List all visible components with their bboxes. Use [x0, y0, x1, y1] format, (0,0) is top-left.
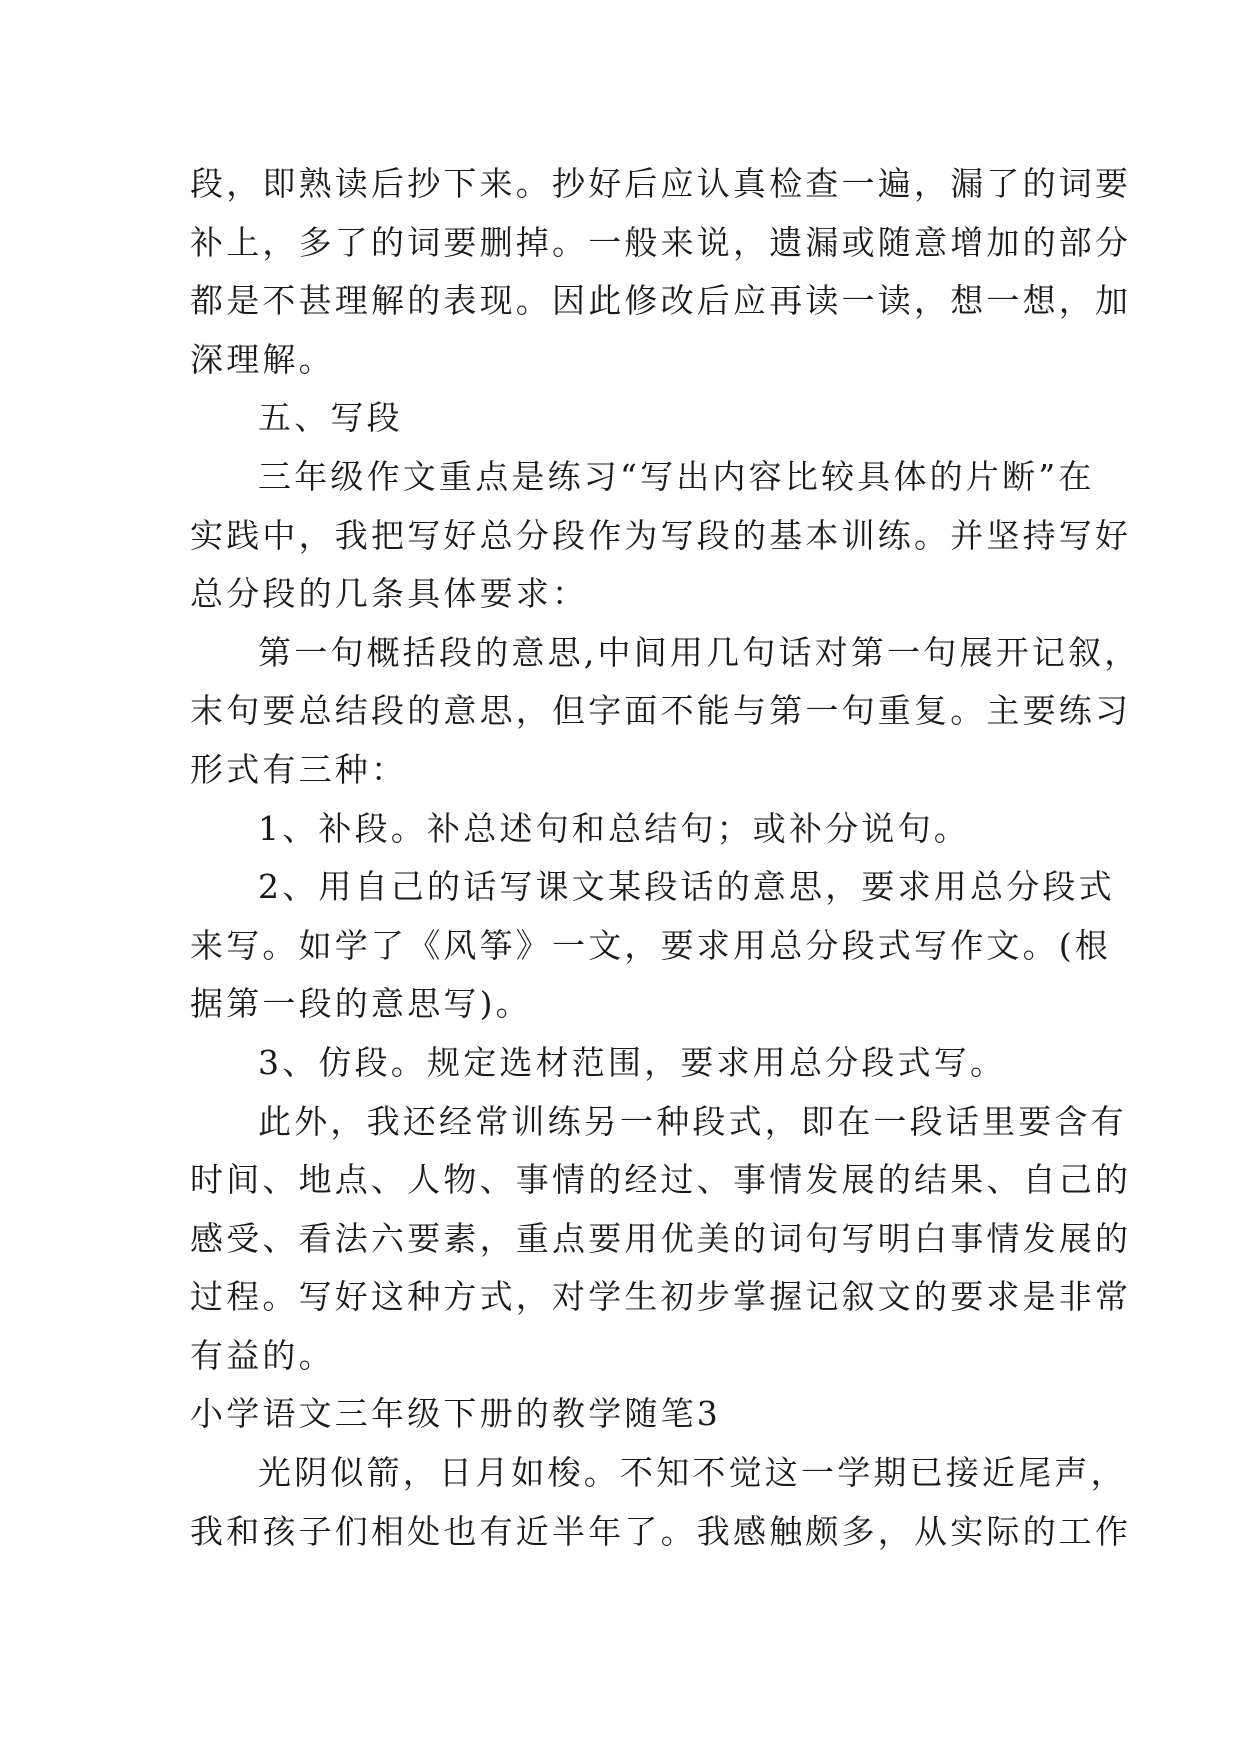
- list-item: 2、用自己的话写课文某段话的意思，要求用总分段式: [258, 867, 1115, 907]
- text-line: 时间、地点、人物、事情的经过、事情发展的结果、自己的: [190, 1160, 1132, 1200]
- text-line: 三年级作文重点是练习“写出内容比较具体的片断”在: [258, 456, 1095, 496]
- text-line: 感受、看法六要素，重点要用优美的词句写明白事情发展的: [190, 1218, 1132, 1258]
- text-line: 我和孩子们相处也有近半年了。我感触颇多，从实际的工作: [190, 1511, 1132, 1551]
- text-line: 据第一段的意思写)。: [190, 984, 532, 1024]
- text-line: 总分段的几条具体要求：: [190, 574, 589, 614]
- text-line: 此外，我还经常训练另一种段式，即在一段话里要含有: [258, 1101, 1127, 1141]
- list-item: 3、仿段。规定选材范围，要求用总分段式写。: [258, 1042, 1007, 1082]
- text-line: 深理解。: [190, 339, 335, 379]
- text-line: 段，即熟读后抄下来。抄好后应认真检查一遍，漏了的词要: [190, 164, 1132, 203]
- text-line: 实践中，我把写好总分段作为写段的基本训练。并坚持写好: [190, 515, 1132, 555]
- list-item: 1、补段。补总述句和总结句；或补分说句。: [258, 808, 970, 848]
- section-heading: 五、写段: [258, 398, 403, 438]
- text-line: 有益的。: [190, 1335, 335, 1375]
- text-line: 过程。写好这种方式，对学生初步掌握记叙文的要求是非常: [190, 1277, 1132, 1317]
- text-line: 末句要总结段的意思，但字面不能与第一句重复。主要练习: [190, 691, 1132, 731]
- body-text: [190, 155, 1141, 1561]
- text-line: 形式有三种：: [190, 749, 408, 789]
- text-line: 光阴似箭，日月如梭。不知不觉这一学期已接近尾声，: [258, 1453, 1127, 1493]
- article-title: 小学语文三年级下册的教学随笔3: [190, 1394, 721, 1434]
- text-line: 补上，多了的词要删掉。一般来说，遗漏或随意增加的部分: [190, 222, 1132, 262]
- text-line: 都是不甚理解的表现。因此修改后应再读一读，想一想，加: [190, 281, 1132, 321]
- text-line: 来写。如学了《风筝》一文，要求用总分段式写作文。(根: [190, 925, 1112, 965]
- text-line: 第一句概括段的意思,中间用几句话对第一句展开记叙，: [258, 632, 1141, 672]
